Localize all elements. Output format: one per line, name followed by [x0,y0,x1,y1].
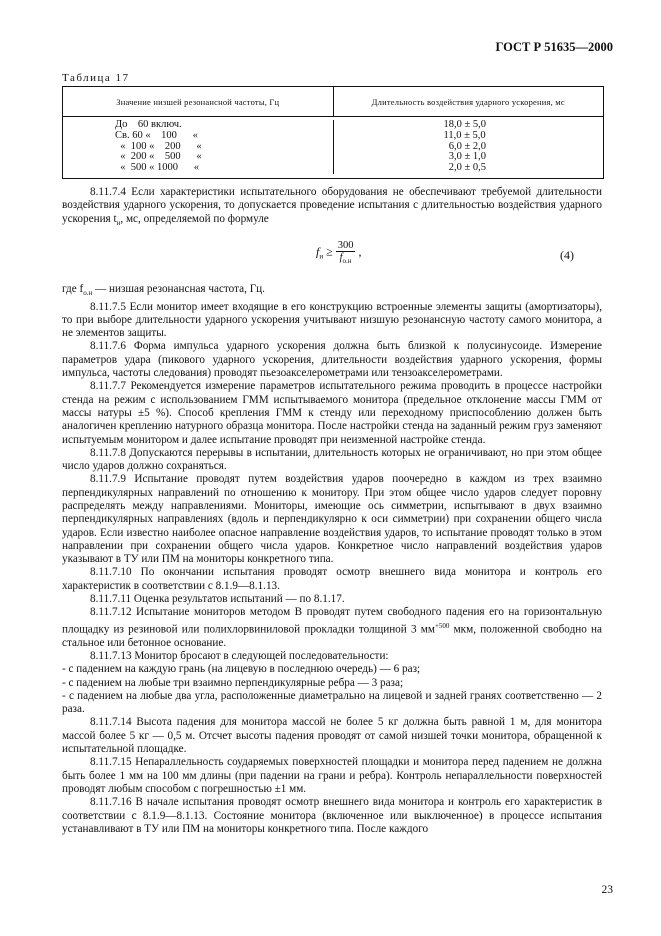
paragraph: 8.11.7.6 Форма импульса ударного ускорения должна быть близкой к полусинусоиде. Измерение параметров удара (пикового ударного ускорения, длительности воздействия ударного ускорения, формы импульса, частоты следования) проводят пьезоакселерометрами или тензоакселерометрами. [62,340,602,380]
table-cell-duration: 3,0 ± 1,0 [443,151,487,163]
list-item: - с падением на любые два угла, расположенные диаметрально на лицевой и задней гранях соответственно — 2 раза. [62,689,602,716]
formula-expression [316,240,361,265]
formula-operator: ≥ [323,244,336,259]
table-cell-duration: 11,0 ± 5,0 [443,129,486,141]
table-cell-duration: 6,0 ± 2,0 [443,140,487,152]
list-item: - с падением на каждую грань (на лицевую в последнюю очередь) — 6 раз; [62,663,421,676]
table-header-row [63,87,603,117]
table-cell-duration: 18,0 ± 5,0 [443,119,487,130]
where-rest: — низшая резонансная частота, Гц. [92,283,265,295]
formula-den-var: f [339,252,343,263]
paragraph-text-end: мкм, положенной свободно на стальное или бетонное основание. [62,623,602,649]
table-cell-frequency: « 200 « 500 « [115,151,202,163]
formula-lhs: f [316,244,320,259]
table-body [63,117,603,178]
formula-denominator [336,252,356,265]
paragraph: 8.11.7.8 Допускаются перерывы в испытании, длительность которых не ограничивают, но при этом общее число ударов должно сохраняться. [62,446,602,473]
table-cell-frequency: « 100 « 200 « [115,140,202,152]
table-cell-frequency: « 500 « 1000 « [115,162,199,174]
paragraph: 8.11.7.7 Рекомендуется измерение параметров испытательного режима проводить в процессе настройки стенда на режим с использованием ГММ испытываемого монитора (предельное отклонение массы ГММ от массы натуры ±5 %). Способ крепления ГММ к стенду или переходному приспособлению должен быть аналогичен креплению натурного образца монитора. После настройки стенда на заданный режим груз заменяют испытуемым монитором и далее испытание проводят при неизменной настройке стенда. [62,380,602,446]
where-sub: о.н [83,289,93,298]
resonance-table [62,86,604,179]
paragraph: 8.11.7.9 Испытание проводят путем воздействия ударов поочередно в каждом из трех взаимно перпендикулярных направлений по отношению к монитору. При этом общее число ударов следует поровну распределять между направлениями. Мониторы, имеющие ось симметрии, испытывают в двух взаимно перпендикулярных направлениях (вдоль и перпендикулярно к оси симметрии) при сохранении общего числа ударов. Если известно наиболее опасное направление воздействия ударов, то испытание проводят только в этом направлении при сохранении общего числа ударов. Конкретное число направлений воздействия ударов указывают в ТУ или ПМ на мониторы конкретного типа. [62,473,602,566]
frequency-column [63,120,334,174]
paragraph: 8.11.7.11 Оценка результатов испытаний — по 8.1.17. [90,593,345,606]
paragraph-text-end: , мс, определяемой по формуле [120,212,269,225]
paragraph-8-11-7-12 [62,606,602,650]
formula-number: (4) [560,248,574,262]
paragraph-8-11-7-4-block [62,186,602,230]
where-clause [62,283,602,301]
subscript: и [116,218,121,227]
paragraph: 8.11.7.14 Высота падения для монитора массой не более 5 кг должна быть равной 1 м, для монитора массой более 5 кг — 0,5 м. Отсчет высоты падения проводят от самой низшей точки монитора, обращенной к испытательной площадке. [62,716,602,756]
table-header-duration: Длительность воздействия ударного ускорения, мс [371,96,565,107]
document-code: ГОСТ Р 51635—2000 [495,40,613,54]
list-item: - с падением на любые три взаимно перпендикулярные ребра — 3 раза; [62,676,404,689]
paragraph: 8.11.7.16 В начале испытания проводят осмотр внешнего вида монитора и контроль его характеристик в соответствии с 8.1.9—8.1.13. Состояние монитора (включенное или выключенное) в процессе испытания устанавливают в ТУ или ПМ на мониторы конкретного типа. После каждого [62,796,602,835]
table-cell-duration: 2,0 ± 0,5 [443,162,487,174]
body-text [62,283,602,836]
superscript: +500 [434,621,450,630]
table-cell-frequency: До 60 включ. [115,119,182,130]
formula-4 [62,240,602,270]
page-number: 23 [601,884,613,896]
paragraph-8-11-7-4 [62,186,602,230]
formula-lhs-sub: и [319,252,324,261]
formula-numerator: 300 [337,240,354,251]
paragraph: 8.11.7.15 Непараллельность соударяемых поверхностей площадки и монитора перед падением не должна быть более 1 мм на 100 мм длины (при падении на грани и ребра). Контроль непараллельности поверхностей проводят любым способом с погрешностью ±1 мм. [62,756,602,795]
table-cell-frequency: Св. 60 « 100 « [115,129,198,141]
where-lead: где f [62,283,84,295]
paragraph-text: 8.11.7.4 Если характеристики испытательного оборудования не обеспечивают требуемой длительности воздействия ударного ускорения, то допускается проведение испытания с длительностью воздействия ударного ускорения t [62,186,602,225]
table-header-frequency: Значение низшей резонансной частоты, Гц [63,87,334,116]
paragraph-text: 8.11.7.12 Испытание мониторов методом В проводят путем свободного падения его на горизонтальную площадку из резиновой или полихлорвиниловой прокладки толщиной 3 мм [62,606,602,636]
paragraph: 8.11.7.10 По окончании испытания проводят осмотр внешнего вида монитора и контроль его характеристик в соответствии с 8.1.9—8.1.13. [62,566,602,592]
table-caption: Таблица 17 [62,72,130,84]
formula-den-sub: о.н [342,257,352,266]
formula-fraction [336,240,356,265]
duration-column [334,120,604,174]
formula-trail: , [355,244,362,259]
paragraph: 8.11.7.5 Если монитор имеет входящие в его конструкцию встроенные элементы защиты (амортизаторы), то при выборе длительности ударного ускорения учитывают низшую резонансную частоту самого монитора, а не элементов защиты. [62,300,602,340]
paragraph-8-11-7-13: 8.11.7.13 Монитор бросают в следующей последовательности: [90,649,389,662]
